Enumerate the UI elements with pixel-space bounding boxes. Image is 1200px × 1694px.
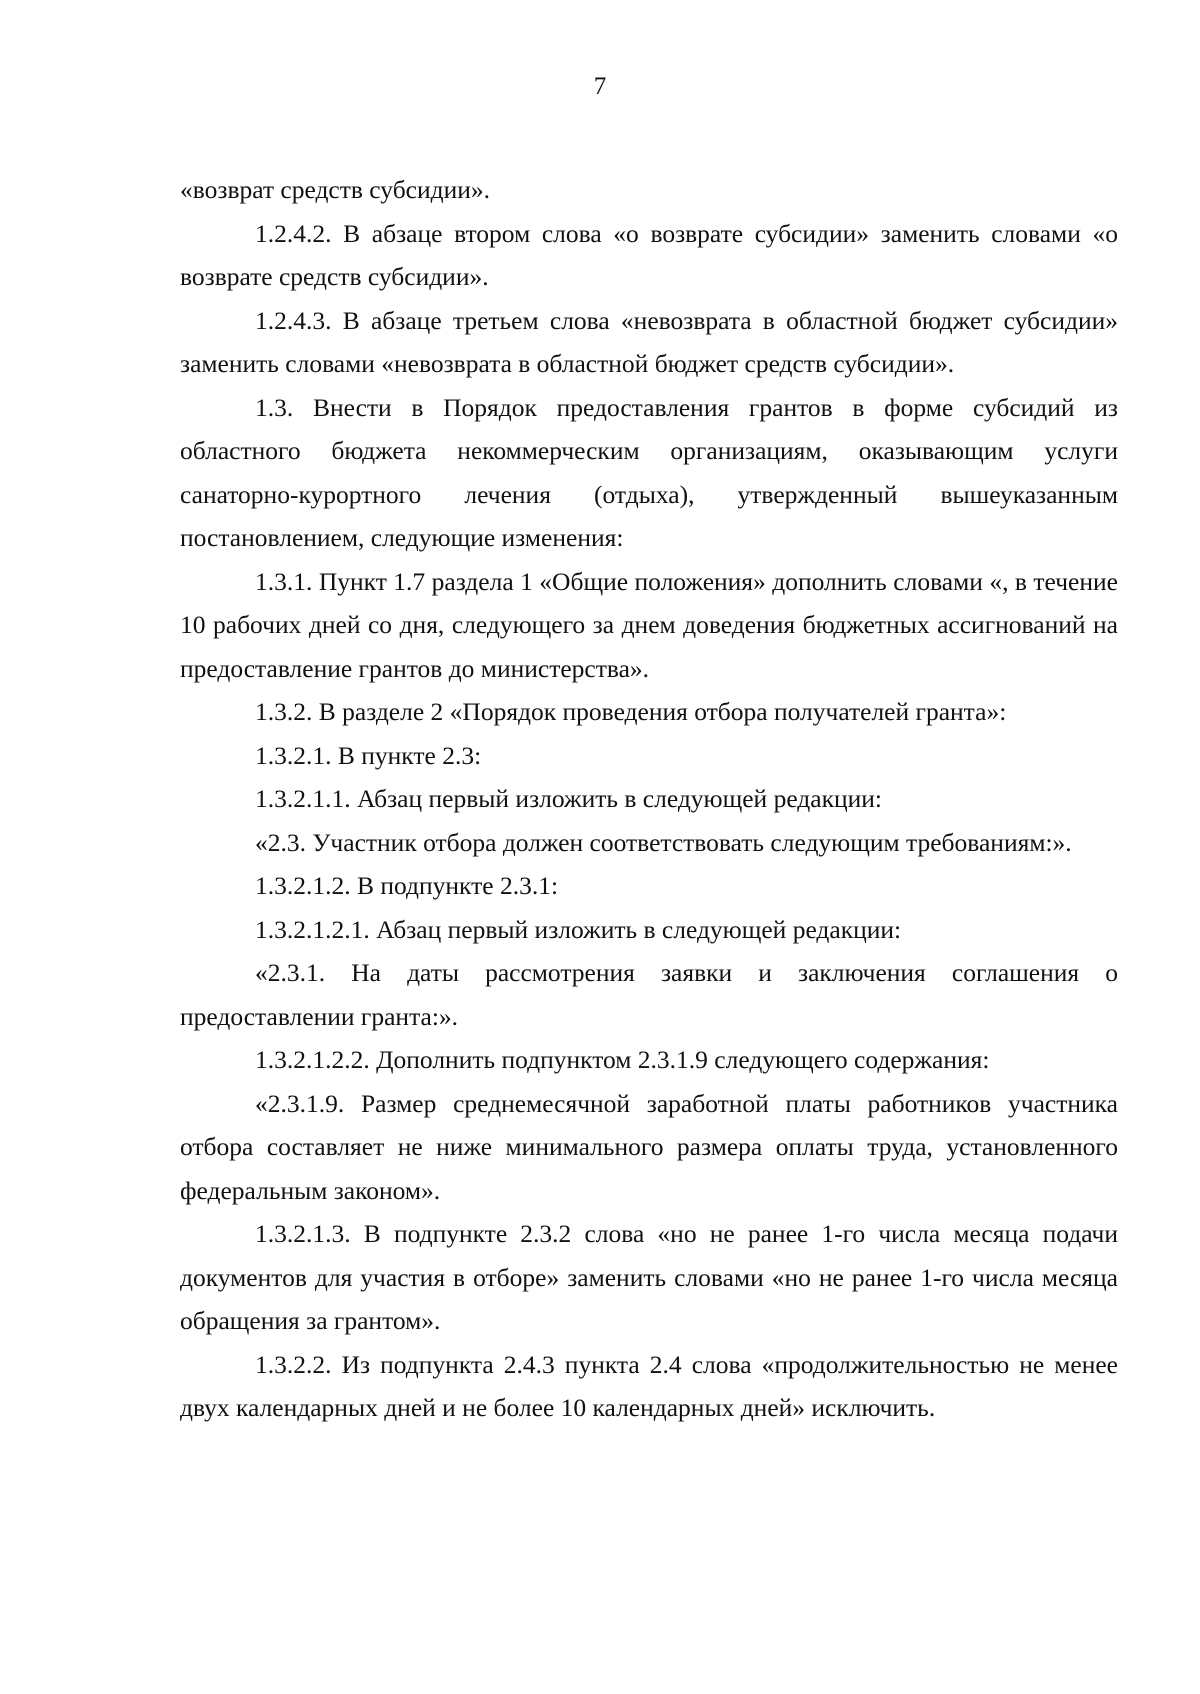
paragraph-1-2-4-2: 1.2.4.2. В абзаце втором слова «о возврате субсидии» заменить словами «о возврате средств субсидии». — [180, 218, 1118, 291]
paragraph-continuation: «возврат средств субсидии». — [180, 175, 491, 204]
paragraph-1-3-2-1-1: 1.3.2.1.1. Абзац первый изложить в следующей редакции: — [255, 784, 883, 813]
paragraph-1-3-2-1-2-1: 1.3.2.1.2.1. Абзац первый изложить в следующей редакции: — [255, 914, 902, 944]
paragraph-1-3-2-1: 1.3.2.1. В пункте 2.3: — [255, 740, 482, 770]
document-body — [180, 168, 1118, 1430]
paragraph-1-3-2-1-3: 1.3.2.1.3. В подпункте 2.3.2 слова «но не ранее 1-го числа месяца подачи документов для участия в отборе» заменить словами «но не ранее 1-го числа месяца обращения за грантом». — [180, 1219, 1118, 1335]
page-number: 7 — [593, 73, 607, 100]
paragraph-quote-2-3: «2.3. Участник отбора должен соответствовать следующим требованиям:». — [255, 827, 1072, 857]
paragraph-1-3-2: 1.3.2. В разделе 2 «Порядок проведения отбора получателей гранта»: — [255, 697, 1007, 726]
paragraph-1-3-1: 1.3.1. Пункт 1.7 раздела 1 «Общие положения» дополнить словами «, в течение 10 рабочих дней со дня, следующего за днем доведения бюджетных ассигнований на предоставление грантов до министерства». — [180, 566, 1118, 683]
paragraph-1-3: 1.3. Внести в Порядок предоставления грантов в форме субсидий из областного бюджета некоммерческим организациям, оказывающим услуги санаторно-курортного лечения (отдыха), утвержденный вышеуказанным постановлением, следующие изменения: — [180, 392, 1118, 552]
paragraph-quote-2-3-1: «2.3.1. На даты рассмотрения заявки и заключения соглашения о предоставлении гранта:». — [180, 958, 1118, 1031]
paragraph-1-3-2-1-2: 1.3.2.1.2. В подпункте 2.3.1: — [255, 871, 559, 900]
paragraph-1-3-2-2: 1.3.2.2. Из подпункта 2.4.3 пункта 2.4 слова «продолжительностью не менее двух календарных дней и не более 10 календарных дней» исключить. — [180, 1349, 1118, 1422]
paragraph-quote-2-3-1-9: «2.3.1.9. Размер среднемесячной заработной платы работников участника отбора составляет не ниже минимального размера оплаты труда, установленного федеральным законом». — [180, 1088, 1118, 1205]
paragraph-1-2-4-3: 1.2.4.3. В абзаце третьем слова «невозврата в областной бюджет субсидии» заменить словами «невозврата в областной бюджет средств субсидии». — [180, 305, 1118, 378]
paragraph-1-3-2-1-2-2: 1.3.2.1.2.2. Дополнить подпунктом 2.3.1.9 следующего содержания: — [255, 1045, 990, 1074]
